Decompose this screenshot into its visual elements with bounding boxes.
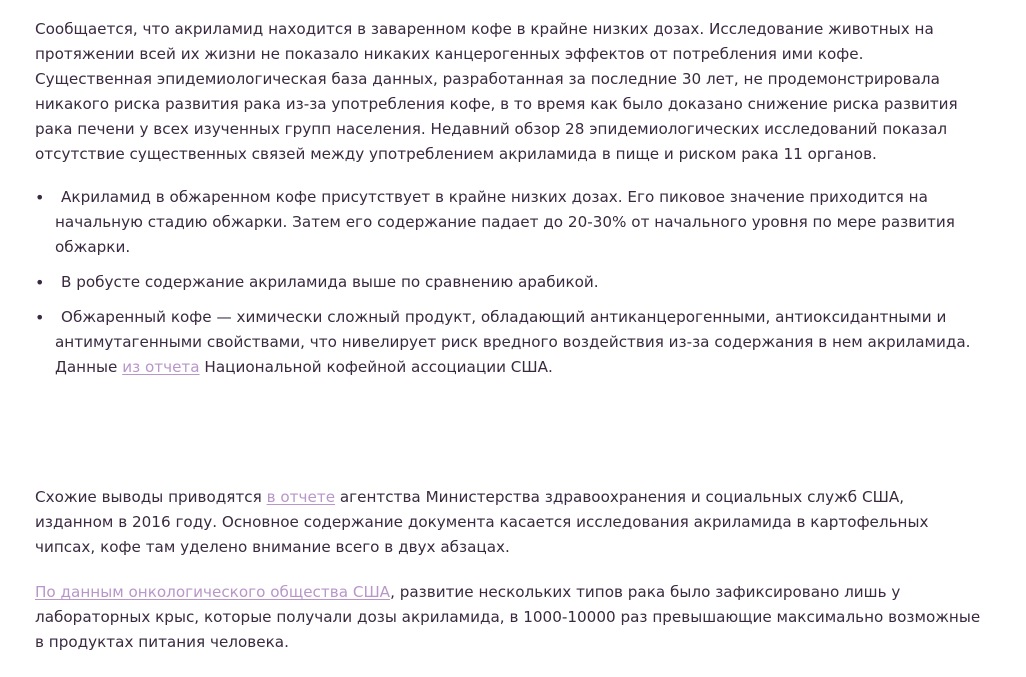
paragraph-text-start: Схожие выводы приводятся [35,488,267,506]
list-item-text: В робусте содержание акриламида выше по сравнению арабикой. [61,273,599,291]
paragraph-cancer-society [35,580,985,655]
list-item-text-start: Обжаренный кофе — химически сложный продукт, обладающий антиканцерогенными, антиоксидантными и антимутагенными свойствами, что нивелирует риск вредного воздействия из-за содержания в нем акриламида. Данные [55,308,971,376]
list-item [35,185,985,260]
bullet-icon [35,185,44,211]
paragraph-text-end: агентства Министерства здравоохранения и социальных служб США, изданном в 2016 году. Основное содержание документа касается исследования акриламида в картофельных чипсах, кофе там уделено внимание всего в двух абзацах. [35,488,929,556]
spacer [35,390,985,485]
list-item-text [55,308,971,376]
bullet-list [35,185,985,380]
article-body [35,17,985,655]
list-item-text: Акриламид в обжаренном кофе присутствует в крайне низких дозах. Его пиковое значение приходится на начальную стадию обжарки. Затем его содержание падает до 20-30% от начального уровня по мере развития обжарки. [55,188,955,256]
list-item-text-end: Национальной кофейной ассоциации США. [199,358,553,376]
paragraph-text-end: , развитие нескольких типов рака было зафиксировано лишь у лабораторных крыс, которые получали дозы акриламида, в 1000-10000 раз превышающие максимально возможные в продуктах питания человека. [35,583,981,651]
paragraph-acrylamide-intro: Сообщается, что акриламид находится в заваренном кофе в крайне низких дозах. Исследование животных на протяжении всей их жизни не показало никаких канцерогенных эффектов от потребления ими кофе. Существенная эпидемиологическая база данных, разработанная за последние 30 лет, не продемонстрировала никакого риска развития рака из-за употребления кофе, в то время как было доказано снижение риска развития рака печени у всех изученных групп населения. Недавний обзор 28 эпидемиологических исследований показал отсутствие существенных связей между употреблением акриламида в пище и риском рака 11 органов. [35,20,958,163]
nca-report-link[interactable]: из отчета [122,358,200,376]
cancer-society-link[interactable]: По данным онкологического общества США [35,583,391,601]
bullet-icon [35,270,44,296]
bullet-icon [35,305,44,331]
list-item [35,270,985,295]
hhs-report-link[interactable]: в отчете [266,488,336,506]
paragraph-hhs-report [35,485,985,560]
list-item [35,305,985,380]
